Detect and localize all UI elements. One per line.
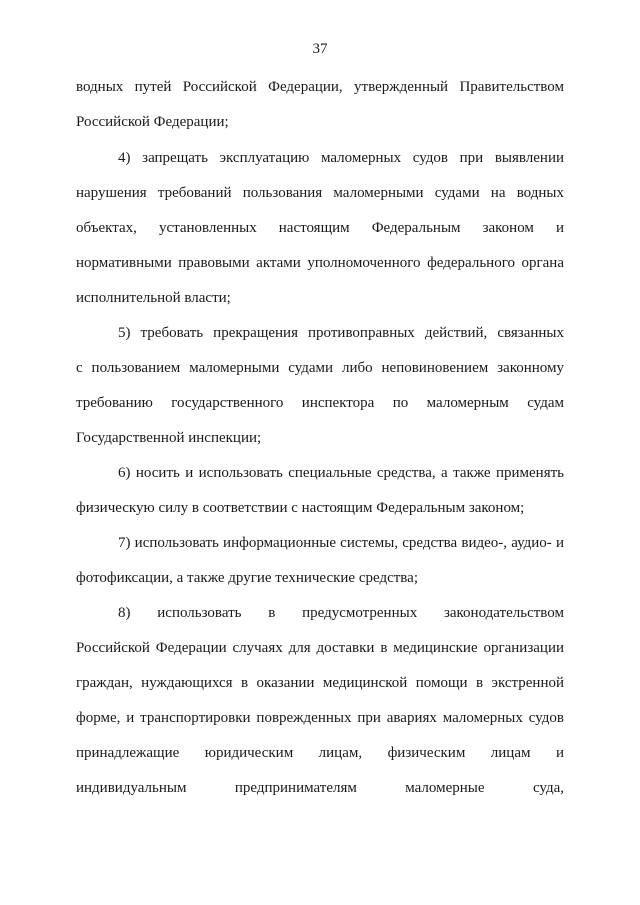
text-line: форме, и транспортировки поврежденных при авариях маломерных судов [76,710,564,726]
text-line: принадлежащие юридическим лицам, физическим лицам и [76,745,564,761]
text-line: нормативными правовыми актами уполномоченного федерального органа [76,255,564,271]
page-number: 37 [312,41,328,57]
text-line: Государственной инспекции; [76,430,262,446]
text-line: граждан, нуждающихся в оказании медицинской помощи в экстренной [76,675,564,691]
text-line: физическую силу в соответствии с настоящим Федеральным законом; [76,500,525,516]
text-line: фотофиксации, а также другие технические средства; [76,570,419,586]
text-line: 6) носить и использовать специальные средства, а также применять [118,465,564,481]
text-line: нарушения требований пользования маломерными судами на водных [76,185,564,201]
text-line: 4) запрещать эксплуатацию маломерных судов при выявлении [118,150,564,166]
text-line: Российской Федерации; [76,114,229,130]
text-line: исполнительной власти; [76,290,231,306]
text-line: водных путей Российской Федерации, утвержденный Правительством [76,79,564,95]
text-line: Российской Федерации случаях для доставки в медицинские организации [76,640,564,656]
text-line: с пользованием маломерными судами либо неповиновением законному [76,360,564,376]
text-line: 7) использовать информационные системы, средства видео-, аудио- и [118,535,564,551]
text-line: объектах, установленных настоящим Федеральным законом и [76,220,564,236]
text-line: индивидуальным предпринимателям маломерные суда, [76,780,564,796]
text-line: 8) использовать в предусмотренных законодательством [118,605,564,621]
text-line: 5) требовать прекращения противоправных действий, связанных [118,325,564,341]
text-line: требованию государственного инспектора по маломерным судам [76,395,564,411]
